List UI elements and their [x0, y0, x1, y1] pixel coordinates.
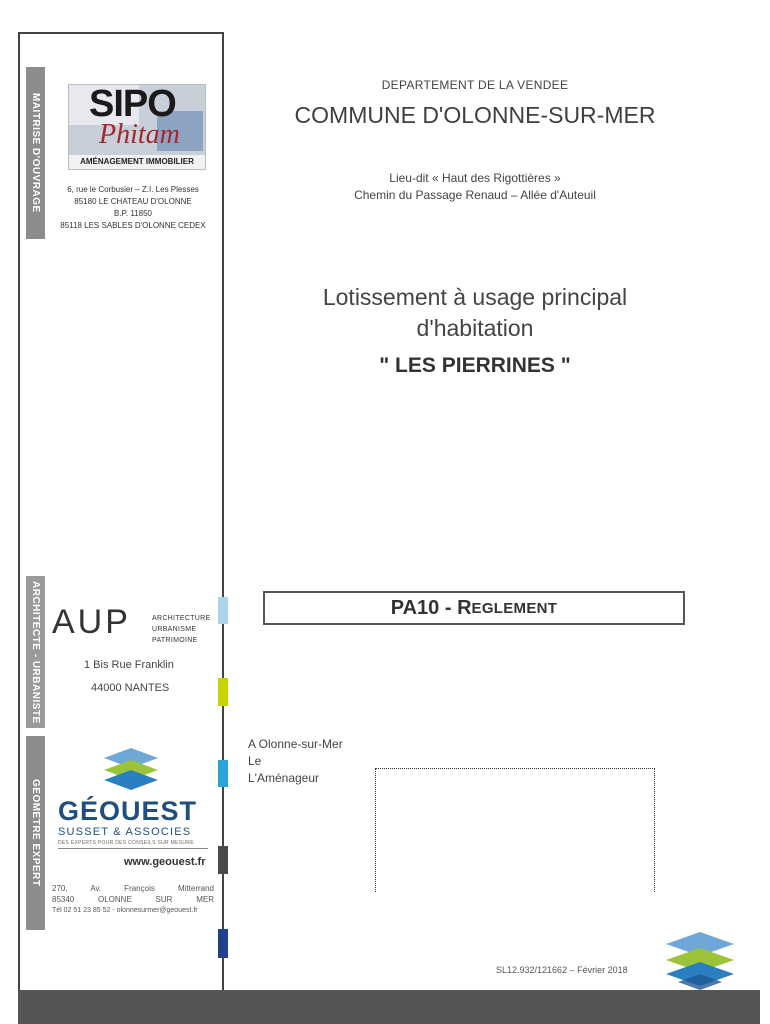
marker-yellow-green: [218, 678, 228, 706]
geouest-address-line: Tél 02 51 23 85 52 - olonnesurmer@geouest.fr: [52, 907, 198, 914]
side-tab-maitrise: MAITRISE D'OUVRAGE: [26, 67, 45, 239]
marker-dark-gray: [218, 846, 228, 874]
location-block: [290, 170, 660, 204]
signature-box: [375, 768, 655, 892]
bottom-bar: [18, 990, 760, 1024]
title-line-1: Lotissement à usage principal: [322, 284, 628, 310]
geouest-subtitle: SUSSET & ASSOCIES: [58, 826, 192, 838]
signature-block: [248, 736, 343, 787]
pa10-code: PA10 -: [390, 596, 458, 619]
divider: [58, 848, 208, 849]
signature-place: A Olonne-sur-Mer: [248, 737, 343, 751]
pa10-label: EGLEMENT: [471, 599, 558, 617]
geouest-address-line: 85340 OLONNE SUR MER: [52, 895, 214, 904]
sipo-address: [48, 184, 218, 232]
address-line: B.P. 11850: [114, 209, 152, 218]
aup-city: 44000 NANTES: [91, 682, 170, 694]
signature-date-label: Le: [248, 754, 262, 768]
marker-light-blue: [218, 597, 228, 624]
side-tab-architecte: ARCHITECTE - URBANISTE: [26, 576, 45, 728]
phitam-logo-text: Phitam: [99, 119, 180, 150]
geouest-address: [52, 883, 214, 916]
pa10-initial: R: [457, 596, 472, 619]
aup-word: PATRIMOINE: [152, 637, 198, 644]
geouest-logo-text: GÉOUEST: [58, 796, 198, 826]
document-title: [270, 282, 680, 344]
document-reference: SL12.932/121662 – Février 2018: [496, 965, 628, 975]
sipo-band-text: AMÉNAGEMENT IMMOBILIER: [69, 155, 205, 169]
frame-top-border: [18, 32, 224, 34]
aup-word: URBANISME: [152, 626, 197, 633]
frame-left-border: [18, 32, 20, 990]
department-heading: DEPARTEMENT DE LA VENDEE: [381, 78, 569, 92]
marker-cyan: [218, 760, 228, 787]
address-line: 85118 LES SABLES D'OLONNE CEDEX: [60, 221, 206, 230]
title-line-2: d'habitation: [416, 315, 534, 341]
aup-logo: [52, 603, 211, 644]
pa10-reglement-box: [263, 591, 685, 625]
lieu-dit: Lieu-dit « Haut des Rigottières »: [389, 171, 561, 185]
aup-street: 1 Bis Rue Franklin: [84, 659, 174, 671]
sipo-phitam-logo: [68, 84, 206, 170]
geouest-layers-icon: [662, 928, 738, 998]
side-tab-geometre: GEOMETRE EXPERT: [26, 736, 45, 930]
geouest-website: www.geouest.fr: [124, 856, 206, 868]
geouest-tagline: DES EXPERTS POUR DES CONSEILS SUR MESURE: [58, 840, 194, 846]
geouest-layers-icon: [100, 746, 162, 794]
aup-logo-words: [152, 613, 210, 646]
geouest-address-line: 270, Av. François Mitterrand: [52, 884, 214, 893]
signature-role: L'Aménageur: [248, 771, 320, 785]
sipo-logo-text: SIPO: [89, 83, 176, 125]
project-name: " LES PIERRINES ": [379, 354, 571, 377]
aup-word: ARCHITECTURE: [152, 615, 211, 622]
address-line: 6, rue le Corbusier – Z.I. Les Plesses: [67, 185, 199, 194]
marker-navy: [218, 929, 228, 958]
chemin: Chemin du Passage Renaud – Allée d'Auteuil: [354, 188, 596, 202]
address-line: 85180 LE CHATEAU D'OLONNE: [74, 197, 192, 206]
aup-logo-text: AUP: [52, 603, 131, 641]
commune-heading: COMMUNE D'OLONNE-SUR-MER: [294, 102, 656, 128]
